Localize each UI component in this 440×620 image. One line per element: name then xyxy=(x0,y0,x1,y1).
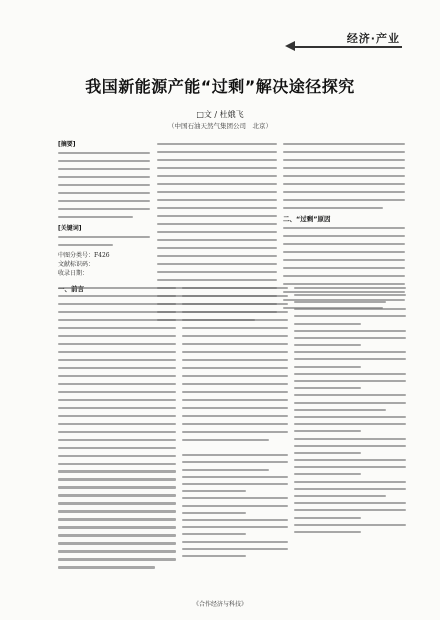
article-title: 我国新能源产能“过剩”解决途径探究 xyxy=(85,77,355,96)
references-list-right xyxy=(294,284,406,536)
header-rule xyxy=(295,46,402,48)
received-date-label: 收录日期： xyxy=(58,269,89,277)
column-middle-lower xyxy=(182,284,288,560)
document-code-label: 文献标识码： xyxy=(58,260,95,268)
keywords-label: [关键词] xyxy=(58,224,82,232)
abstract-text xyxy=(58,149,150,221)
column-left-lower xyxy=(58,284,176,571)
classification-number: 中图分类号：F426 xyxy=(58,251,110,259)
section-heading-causes: 二、“过剩”原因 xyxy=(283,214,331,223)
abstract-block xyxy=(58,140,150,294)
page-footer: 《合作经济与科技》 xyxy=(192,601,247,608)
column-right-lower xyxy=(294,284,406,536)
abstract-label: [摘要] xyxy=(58,141,76,148)
article-affiliation: （中国石油天然气集团公司 北京） xyxy=(168,122,272,130)
section-tag: 经济·产业 xyxy=(346,32,400,45)
keywords-text xyxy=(58,233,150,249)
references-list-middle xyxy=(182,452,288,560)
article-byline: □文 / 杜娥飞 xyxy=(196,110,244,119)
header-chevron-icon xyxy=(285,41,295,51)
